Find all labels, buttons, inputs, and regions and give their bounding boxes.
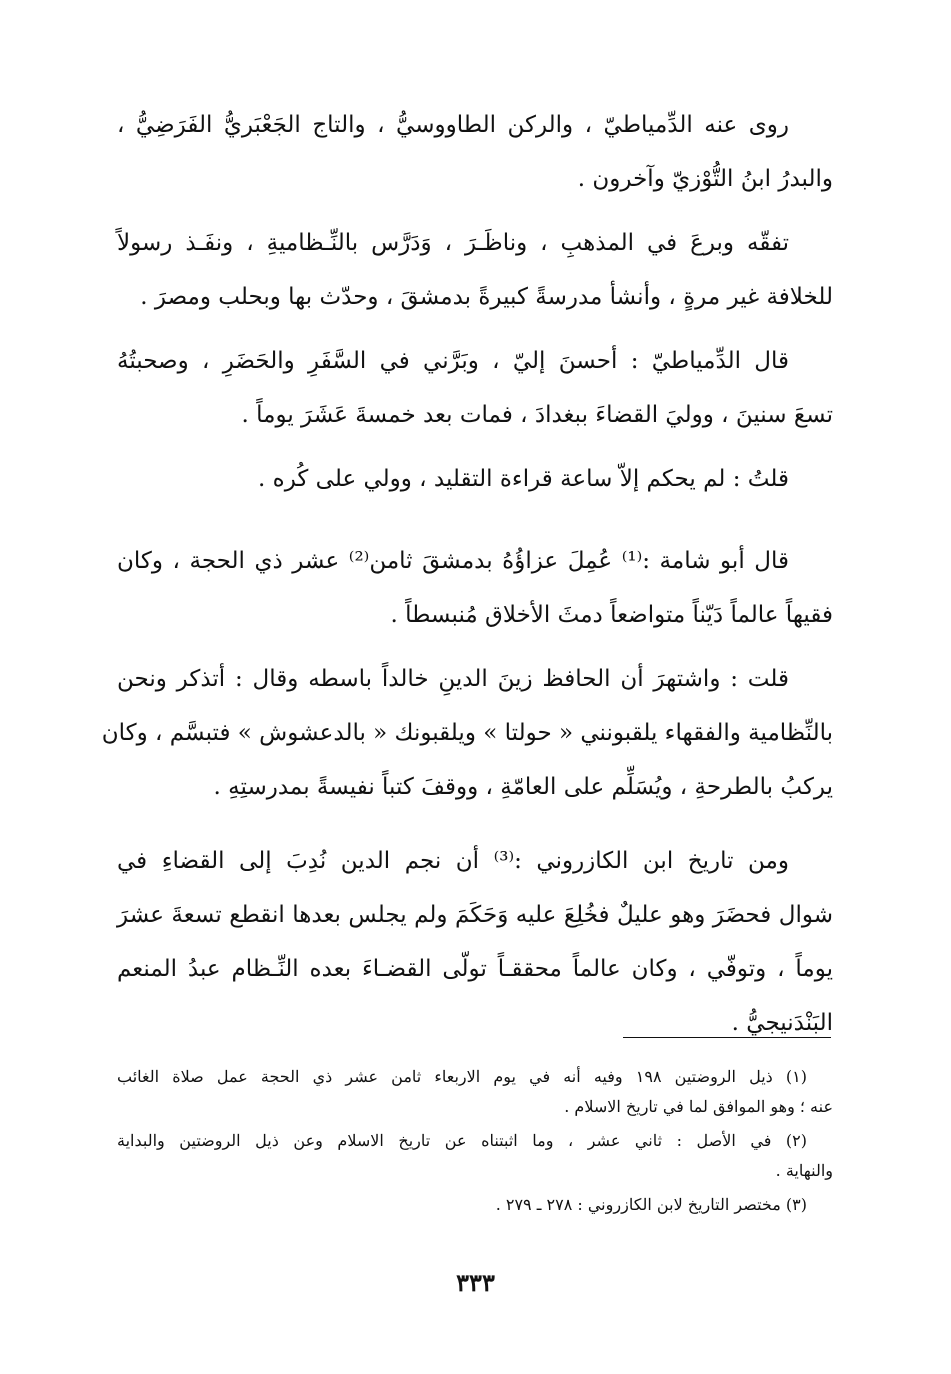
footnote-line: والنهاية . (775, 1161, 833, 1180)
paragraph-narrators (117, 98, 833, 206)
footnote-3 (117, 1190, 833, 1220)
main-text (101, 98, 833, 1050)
text-line: للخلافة غير مرةٍ ، وأنشأ مدرسةً كبيرةً بدمشقَ ، وحدّث بها وبحلب ومصرَ . (140, 284, 833, 310)
text-line: ومن تاريخ ابن الكازروني :⁽³⁾ أن نجم الدين نُدِبَ إلى القضاءِ في (117, 848, 789, 874)
footnote-line: (١) ذيل الروضتين ١٩٨ وفيه أنه في يوم الاربعاء ثامن عشر ذي الحجة عمل صلاة الغائب (117, 1067, 808, 1086)
text-line: فقيهاً عالماً دَيّناً متواضعاً دمثَ الأخلاق مُنبسطاً . (390, 602, 833, 628)
paragraph-author-note (117, 452, 833, 506)
paragraph-anecdote (101, 652, 833, 814)
text-line: قال الدِّمياطيّ : أحسنَ إليّ ، وبَرَّني في السَّفَرِ والحَضَرِ ، وصحبتُهُ (117, 348, 789, 374)
footnote-divider (623, 1037, 831, 1038)
footnote-line: (٣) مختصر التاريخ لابن الكازروني : ٢٧٨ ـ ٢٧٩ . (495, 1195, 807, 1214)
text-line: والبدرُ ابنُ التُّوْزيّ وآخرون . (577, 166, 833, 192)
text-line: يوماً ، وتوفّي ، وكان عالماً محققـاً تولّى القضـاءَ بعده النِّـظام عبدُ المنعم (117, 956, 833, 982)
footnote-line: عنه ؛ وهو الموافق لما في تاريخ الاسلام . (564, 1097, 833, 1116)
footnote-1 (117, 1062, 833, 1122)
text-line: بالنِّظامية والفقهاء يلقبونني « حولتا » ويلقبونك « بالدعشوش » فتبسَّم ، وكان (101, 720, 833, 746)
text-line: روى عنه الدِّمياطيّ ، والركن الطاووسيُّ ، والتاج الجَعْبَريُّ الفَرَضِيُّ ، (117, 112, 789, 138)
text-line: البَنْدَنيجيُّ . (731, 1010, 833, 1036)
paragraph-abu-shama (117, 534, 833, 642)
text-line: قلتُ : لم يحكم إلاّ ساعة قراءة التقليد ، وولي على كُره . (258, 466, 789, 492)
page-number: ٣٣٣ (456, 1268, 495, 1297)
paragraph-kazaruni (117, 834, 833, 1050)
text-line: تسعَ سنينَ ، ووليَ القضاءَ ببغدادَ ، فمات بعد خمسةَ عَشَرَ يوماً . (241, 402, 833, 428)
text-line: تفقّه وبرعَ في المذهبِ ، وناظَـرَ ، وَدَرَّس بالنِّـظاميةِ ، ونفَـذ رسولاً (117, 230, 789, 256)
footnote-2 (117, 1126, 833, 1186)
paragraph-biography (117, 216, 833, 324)
text-line: شوال فحضَرَ وهو عليلٌ فخُلِعَ عليه وَحَكَمَ ولم يجلس بعدها انقطع تسعةَ عشرَ (117, 902, 833, 928)
text-line: قال أبو شامة :⁽¹⁾ عُمِلَ عزاؤُهُ بدمشقَ ثامن⁽²⁾ عشر ذي الحجة ، وكان (117, 548, 789, 574)
text-line: يركبُ بالطرحةِ ، ويُسَلِّم على العامّةِ ، ووقفَ كتباً نفيسةً بمدرستِهِ . (213, 774, 833, 800)
footnote-line: (٢) في الأصل : ثاني عشر ، وما اثبتناه عن تاريخ الاسلام وعن ذيل الروضتين والبداية (117, 1131, 807, 1150)
text-line: قلت : واشتهرَ أن الحافظ زينَ الدينِ خالداً باسطه وقال : أتذكر ونحن (117, 666, 789, 692)
paragraph-dimyati-quote (117, 334, 833, 442)
footnotes (117, 1062, 833, 1224)
